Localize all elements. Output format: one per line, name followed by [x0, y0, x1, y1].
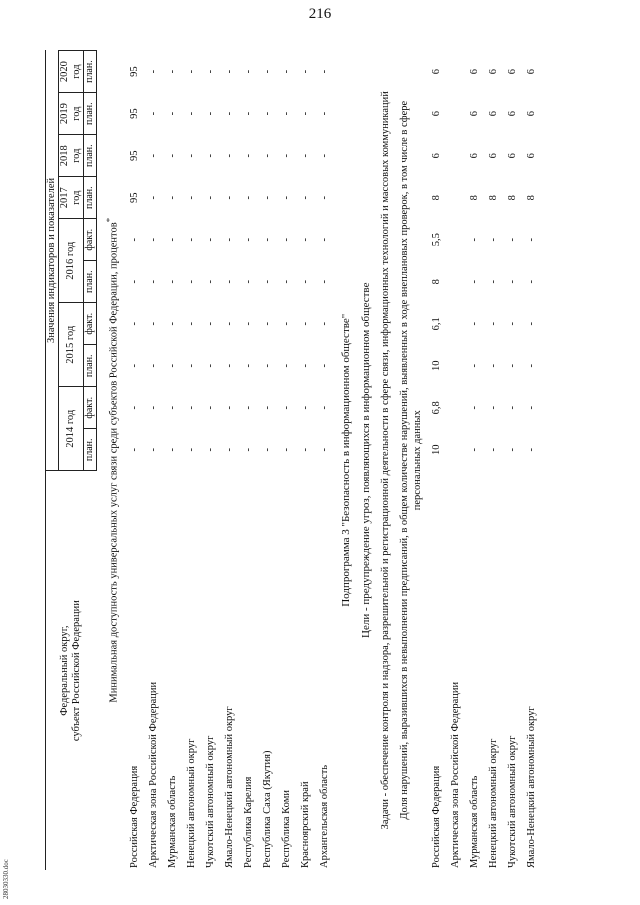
value-cell: -	[204, 364, 216, 368]
sub-plan: план.	[84, 93, 97, 135]
value-cell: -	[223, 279, 235, 284]
subprogram-goal: Цели - предупреждение угроз, появляющихся в информационном обществе	[359, 282, 372, 638]
table-row	[277, 51, 296, 871]
value-cell: 6	[506, 153, 518, 159]
value-cell: -	[242, 279, 254, 284]
value-cell: -	[204, 406, 216, 410]
value-cell: 6	[525, 111, 537, 117]
value-cell: -	[318, 153, 330, 158]
region-name: Чукотский автономный округ	[204, 735, 216, 868]
value-cell: -	[299, 237, 311, 242]
value-cell: -	[525, 364, 537, 368]
table-row	[258, 51, 277, 871]
value-cell: -	[185, 111, 197, 116]
value-cell: -	[261, 153, 273, 158]
value-cell: 6	[487, 111, 499, 117]
document-id: 28030330.doc	[2, 859, 10, 899]
value-cell: -	[185, 364, 197, 368]
section2-title: Доля нарушений, выразившихся в невыполнении предписаний, в общем количестве нарушений, выявленных в ходе внеплановых проверок, в том числе в сфере персональных данных	[398, 100, 423, 820]
value-cell: -	[468, 237, 480, 242]
value-cell: -	[280, 195, 292, 200]
value-cell: -	[318, 406, 330, 410]
value-cell: -	[147, 406, 159, 410]
value-cell: -	[242, 322, 254, 326]
region-name: Архангельская область	[318, 764, 330, 868]
region-name: Российская Федерация	[128, 765, 140, 868]
value-cell: -	[166, 448, 178, 452]
value-cell: -	[318, 448, 330, 452]
value-cell: 6	[487, 153, 499, 159]
value-cell: -	[468, 322, 480, 326]
value-cell: -	[318, 237, 330, 242]
year-2017: 2017 год	[59, 177, 84, 219]
value-cell: -	[242, 237, 254, 242]
year-2015: 2015 год	[59, 303, 84, 387]
value-cell: -	[166, 195, 178, 200]
value-cell: 95	[128, 66, 140, 77]
sub-plan: план.	[84, 51, 97, 93]
region-name: Арктическая зона Российской Федерации	[449, 681, 461, 868]
value-cell: -	[280, 69, 292, 74]
section1-title: Минимальная доступность универсальных услуг связи среди субъектов Российской Федерации, процентов*	[104, 217, 120, 703]
value-cell: 6	[525, 153, 537, 159]
value-cell	[446, 93, 465, 135]
value-cell: -	[487, 279, 499, 284]
value-cell: -	[185, 195, 197, 200]
value-cell: -	[128, 364, 140, 368]
value-cell: -	[525, 279, 537, 284]
region-name: Ямало-Ненецкий автономный округ	[525, 706, 537, 868]
value-cell: 95	[128, 192, 140, 203]
value-cell: -	[204, 322, 216, 326]
value-cell: -	[318, 69, 330, 74]
value-cell: -	[299, 111, 311, 116]
value-cell: -	[468, 364, 480, 368]
value-cell: -	[242, 111, 254, 116]
value-cell: -	[147, 195, 159, 200]
value-cell: -	[318, 322, 330, 326]
value-cell: -	[166, 69, 178, 74]
table-body	[97, 51, 334, 871]
value-cell: -	[223, 195, 235, 200]
value-cell: -	[204, 153, 216, 158]
region-name: Республика Карелия	[242, 776, 254, 868]
value-cell: -	[318, 364, 330, 368]
region-name: Республика Саха (Якутия)	[261, 750, 273, 868]
subprogram-title: Подпрограмма 3 "Безопасность в информационном обществе"	[339, 313, 352, 607]
value-cell	[446, 135, 465, 177]
table-row	[315, 51, 334, 871]
table-row	[465, 51, 484, 871]
value-cell: -	[261, 69, 273, 74]
value-cell	[446, 303, 465, 345]
value-cell: -	[299, 322, 311, 326]
table-row	[522, 51, 541, 871]
region-name: Арктическая зона Российской Федерации	[147, 681, 159, 868]
value-cell: -	[223, 153, 235, 158]
year-2020: 2020 год	[59, 51, 84, 93]
value-cell: 6	[430, 111, 442, 117]
value-cell: -	[185, 69, 197, 74]
indicators-table	[45, 50, 541, 870]
value-cell: -	[506, 279, 518, 284]
table-row	[484, 51, 503, 871]
value-cell: 6	[487, 68, 499, 75]
table-header	[46, 51, 97, 871]
value-cell: -	[299, 195, 311, 200]
value-cell: -	[299, 364, 311, 368]
value-cell: -	[147, 322, 159, 326]
value-cell: -	[318, 195, 330, 200]
rotated-table-page	[45, 50, 605, 870]
region-name: Ненецкий автономный округ	[487, 738, 499, 868]
value-cell: -	[525, 406, 537, 410]
value-cell: 5,5	[430, 233, 442, 247]
subprogram-block	[334, 51, 427, 871]
year-2019: 2019 год	[59, 93, 84, 135]
value-cell: -	[128, 237, 140, 242]
region-name: Чукотский автономный округ	[506, 735, 518, 868]
value-cell: -	[487, 364, 499, 368]
page-number: 216	[308, 6, 332, 22]
value-cell: -	[166, 322, 178, 326]
value-cell: -	[242, 406, 254, 410]
footnote-mark: *	[104, 217, 114, 223]
value-cell: -	[204, 237, 216, 242]
value-cell: -	[204, 111, 216, 116]
value-cell: -	[185, 279, 197, 284]
value-cell: -	[204, 195, 216, 200]
value-cell: -	[242, 448, 254, 452]
value-cell: -	[261, 237, 273, 242]
value-cell: -	[261, 406, 273, 410]
region-name: Российская Федерация	[430, 765, 442, 868]
table-row	[125, 51, 144, 871]
value-cell: -	[223, 448, 235, 452]
sub-plan: план.	[84, 429, 97, 471]
value-cell: 10	[430, 360, 442, 372]
table-row	[220, 51, 239, 871]
value-cell: -	[242, 364, 254, 368]
value-cell: -	[223, 364, 235, 368]
value-cell: -	[506, 322, 518, 326]
value-cell: 6	[525, 68, 537, 75]
sub-fact: факт.	[84, 219, 97, 261]
value-cell: 6	[468, 111, 480, 117]
sub-fact: факт.	[84, 303, 97, 345]
table-row	[427, 51, 446, 871]
value-cell: -	[468, 448, 480, 452]
value-cell	[446, 387, 465, 429]
value-cell: -	[261, 279, 273, 284]
value-cell	[446, 51, 465, 93]
value-cell: -	[223, 406, 235, 410]
sub-plan: план.	[84, 261, 97, 303]
value-cell: -	[166, 237, 178, 242]
value-cell: -	[147, 279, 159, 284]
value-cell: -	[166, 364, 178, 368]
value-cell: -	[506, 237, 518, 242]
sub-plan: план.	[84, 135, 97, 177]
value-cell: -	[487, 322, 499, 326]
table-row	[503, 51, 522, 871]
value-cell: 95	[128, 150, 140, 161]
value-cell: -	[525, 448, 537, 452]
table-row	[296, 51, 315, 871]
value-cell: -	[261, 111, 273, 116]
table-body-2	[427, 51, 541, 871]
value-cell: -	[147, 153, 159, 158]
region-name: Мурманская область	[166, 775, 178, 868]
table-row	[144, 51, 163, 871]
value-cell: -	[166, 153, 178, 158]
value-cell: -	[204, 279, 216, 284]
value-cell: -	[525, 237, 537, 242]
value-cell: -	[204, 69, 216, 74]
value-cell: 6	[506, 68, 518, 75]
value-cell: -	[506, 364, 518, 368]
value-cell: -	[147, 448, 159, 452]
value-cell	[446, 177, 465, 219]
value-cell: 6	[430, 153, 442, 159]
value-cell: 8	[487, 195, 499, 201]
value-cell: -	[487, 448, 499, 452]
year-2014: 2014 год	[59, 387, 84, 471]
value-cell: -	[166, 406, 178, 410]
sub-plan: план.	[84, 345, 97, 387]
value-cell: -	[185, 448, 197, 452]
value-cell: 6	[506, 111, 518, 117]
value-cell: 6	[430, 68, 442, 75]
value-cell: -	[487, 406, 499, 410]
value-cell: -	[280, 111, 292, 116]
value-cell: -	[185, 237, 197, 242]
value-cell: -	[280, 279, 292, 284]
value-cell: -	[506, 406, 518, 410]
value-cell: -	[185, 406, 197, 410]
value-cell: 8	[468, 195, 480, 201]
value-cell: 6,8	[430, 401, 442, 415]
subprogram-task: Задачи - обеспечение контроля и надзора, разрешительной и регистрационной деятельности в сфере связи, информационных технологий и массовых коммуникаций	[379, 91, 391, 830]
value-cell: -	[299, 406, 311, 410]
value-cell: -	[242, 153, 254, 158]
value-cell: -	[299, 448, 311, 452]
value-cell: -	[166, 111, 178, 116]
value-cell: -	[147, 364, 159, 368]
table-row	[446, 51, 465, 871]
value-cell: -	[128, 406, 140, 410]
value-cell	[446, 219, 465, 261]
value-cell: -	[299, 279, 311, 284]
value-cell	[446, 345, 465, 387]
value-cell: -	[223, 322, 235, 326]
value-cell: 6	[468, 68, 480, 75]
table-row	[201, 51, 220, 871]
sub-fact: факт.	[84, 387, 97, 429]
value-cell: -	[147, 111, 159, 116]
region-name: Красноярский край	[299, 781, 311, 868]
region-name: Ямало-Ненецкий автономный округ	[223, 706, 235, 868]
value-cell: -	[242, 195, 254, 200]
value-cell: -	[280, 153, 292, 158]
value-cell: -	[280, 448, 292, 452]
value-cell: -	[128, 322, 140, 326]
value-cell: -	[280, 322, 292, 326]
value-cell: -	[468, 279, 480, 284]
value-cell: -	[318, 279, 330, 284]
value-cell: -	[166, 279, 178, 284]
value-cell: -	[261, 195, 273, 200]
value-cell: -	[506, 448, 518, 452]
value-cell: 95	[128, 108, 140, 119]
value-cell: -	[299, 153, 311, 158]
table-row	[163, 51, 182, 871]
table-row	[239, 51, 258, 871]
value-cell: -	[223, 69, 235, 74]
table-row	[182, 51, 201, 871]
year-2016: 2016 год	[59, 219, 84, 303]
value-cell: 6	[468, 153, 480, 159]
value-cell: -	[318, 111, 330, 116]
value-cell: 8	[525, 195, 537, 201]
year-2018: 2018 год	[59, 135, 84, 177]
value-cell: 10	[430, 444, 442, 456]
value-cell: -	[128, 279, 140, 284]
value-cell: -	[128, 448, 140, 452]
value-cell: -	[261, 364, 273, 368]
value-cell: -	[261, 448, 273, 452]
region-name: Мурманская область	[468, 775, 480, 868]
value-cell: -	[280, 406, 292, 410]
value-cell: -	[280, 237, 292, 242]
region-column-header: Федеральный округ, субъект Российской Федерации	[46, 471, 97, 870]
value-cell: -	[261, 322, 273, 326]
value-cell: -	[242, 69, 254, 74]
value-cell: 8	[430, 279, 442, 285]
value-cell: -	[525, 322, 537, 326]
value-cell: -	[468, 406, 480, 410]
value-cell	[446, 261, 465, 303]
region-name: Республика Коми	[280, 790, 292, 868]
value-cell: -	[185, 153, 197, 158]
value-cell: -	[487, 237, 499, 242]
value-cell: -	[185, 322, 197, 326]
sub-plan: план.	[84, 177, 97, 219]
value-cell: -	[280, 364, 292, 368]
region-name: Ненецкий автономный округ	[185, 738, 197, 868]
value-cell: -	[147, 237, 159, 242]
value-cell: 8	[430, 195, 442, 201]
value-cell: -	[147, 69, 159, 74]
value-cell: 6,1	[430, 317, 442, 331]
value-cell: 8	[506, 195, 518, 201]
value-cell: -	[223, 111, 235, 116]
value-cell	[446, 429, 465, 471]
value-cell: -	[204, 448, 216, 452]
value-cell: -	[223, 237, 235, 242]
value-cell: -	[299, 69, 311, 74]
values-title: Значения индикаторов и показателей	[46, 51, 59, 471]
